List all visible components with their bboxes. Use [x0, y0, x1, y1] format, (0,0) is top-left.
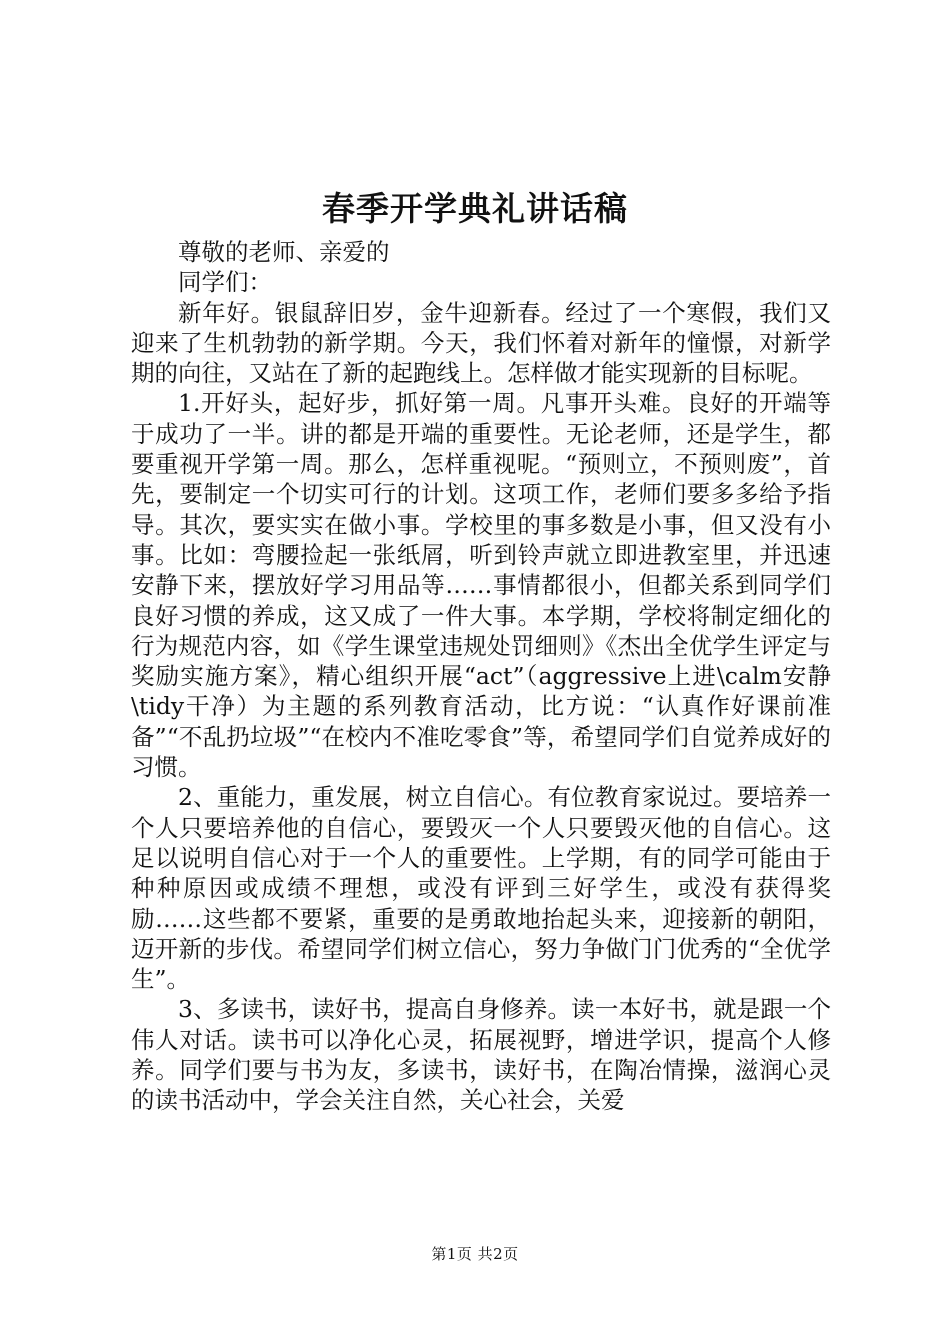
- salutation-line-2: 同学们：: [178, 268, 272, 297]
- document-title: 春季开学典礼讲话稿: [322, 189, 628, 228]
- paragraph-intro: 新年好。银鼠辞旧岁，金牛迎新春。经过了一个寒假，我们又迎来了生机勃勃的新学期。今天，我们怀着对新年的憧憬，对新学期的向往，又站在了新的起跑线上。怎样做才能实现新的目标呢。: [131, 298, 831, 388]
- paragraph-point-2: 2、重能力，重发展，树立自信心。有位教育家说过。要培养一个人只要培养他的自信心，要毁灭一个人只要毁灭他的自信心。这足以说明自信心对于一个人的重要性。上学期，有的同学可能由于种种原因或成绩不理想，或没有评到三好学生，或没有获得奖励……这些都不要紧，重要的是勇敢地抬起头来，迎接新的朝阳，迈开新的步伐。希望同学们树立信心，努力争做门门优秀的“全优学生”。: [131, 783, 831, 994]
- salutation-line-1: 尊敬的老师、亲爱的: [178, 238, 390, 266]
- document-body: [131, 237, 831, 1116]
- paragraph-point-3: 3、多读书，读好书，提高自身修养。读一本好书，就是跟一个伟人对话。读书可以净化心灵，拓展视野，增进学识，提高个人修养。同学们要与书为友，多读书，读好书，在陶冶情操，滋润心灵的读书活动中，学会关注自然，关心社会，关爱: [131, 995, 831, 1115]
- page-footer: 第1页 共2页: [431, 1245, 519, 1263]
- paragraph-point-1: 1.开好头，起好步，抓好第一周。凡事开头难。良好的开端等于成功了一半。讲的都是开端的重要性。无论老师，还是学生，都要重视开学第一周。那么，怎样重视呢。“预则立，不预则废”，首先，要制定一个切实可行的计划。这项工作，老师们要多多给予指导。其次，要实实在做小事。学校里的事多数是小事，但又没有小事。比如：弯腰捡起一张纸屑，听到铃声就立即进教室里，并迅速安静下来，摆放好学习用品等……事情都很小，但都关系到同学们良好习惯的养成，这又成了一件大事。本学期，学校将制定细化的行为规范内容，如《学生课堂违规处罚细则》《杰出全优学生评定与奖励实施方案》，精心组织开展“act”（aggressive上进\calm安静\tidy干净）为主题的系列教育活动，比方说：“认真作好课前准备”“不乱扔垃圾”“在校内不准吃零食”等，希望同学们自觉养成好的习惯。: [131, 389, 831, 782]
